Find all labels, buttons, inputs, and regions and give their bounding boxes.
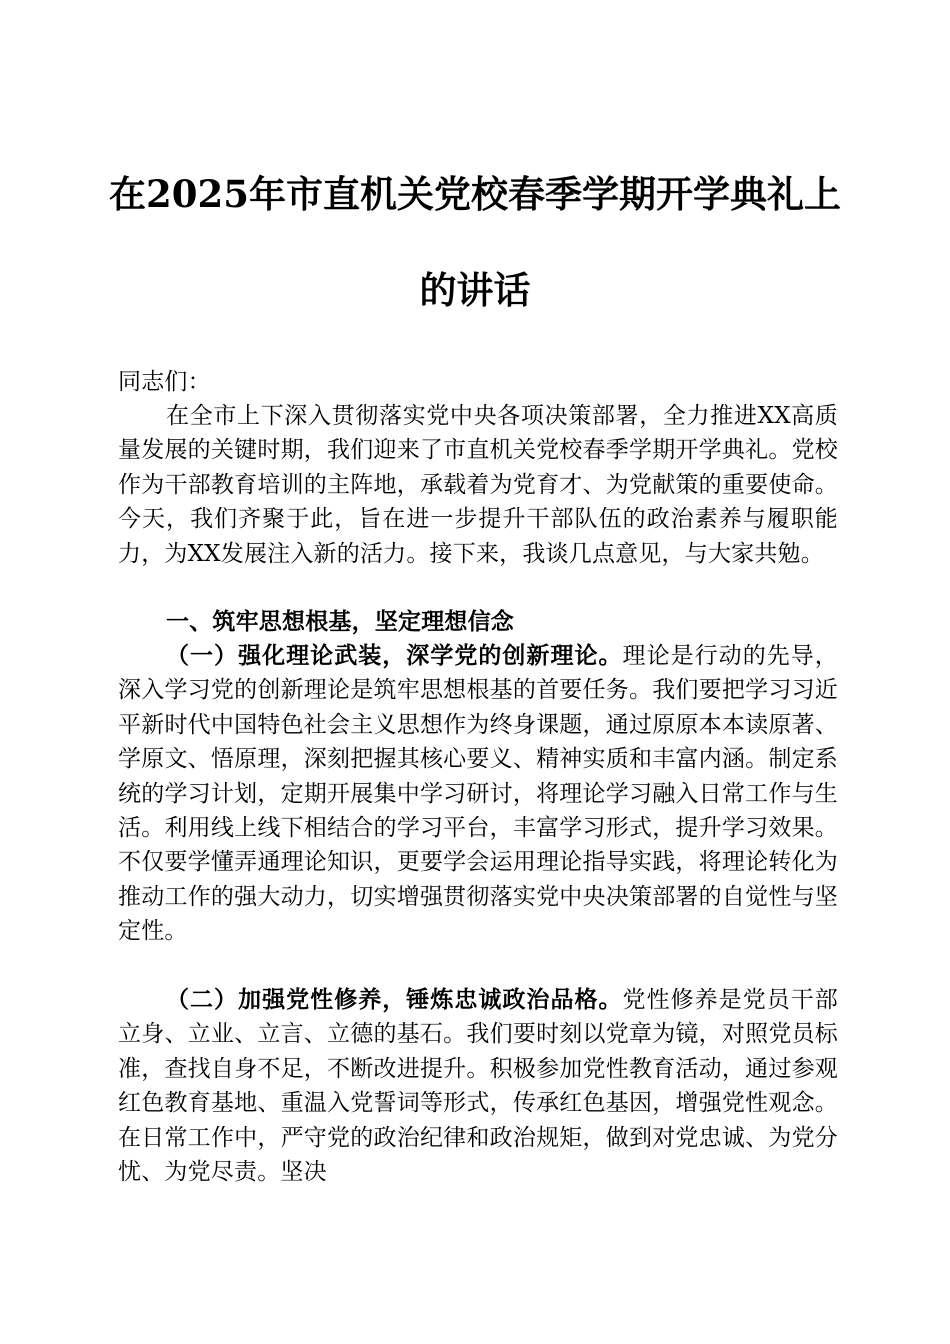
paragraph-2	[118, 983, 838, 1189]
paragraph-1-body: 理论是行动的先导，深入学习党的创新理论是筑牢思想根基的首要任务。我们要把学习习近平新时代中国特色社会主义思想作为终身课题，通过原原本本读原著、学原文、悟原理，深刻把握其核心要义、精神实质和丰富内涵。制定系统的学习计划，定期开展集中学习研讨，将理论学习融入日常工作与生活。利用线上线下相结合的学习平台，丰富学习形式，提升学习效果。不仅要学懂弄通理论知识，更要学会运用理论指导实践，将理论转化为推动工作的强大动力，切实增强贯彻落实党中央决策部署的自觉性与坚定性。	[118, 643, 838, 945]
document-title-line-1: 在2025年市直机关党校春季学期开学典礼上	[109, 172, 841, 216]
salutation: 同志们：	[118, 369, 211, 395]
paragraph-2-lead: （二）加强党性修养，锤炼忠诚政治品格。	[166, 986, 623, 1013]
paragraph-1	[118, 639, 838, 949]
paragraph-1-lead: （一）强化理论武装，深学党的创新理论。	[166, 642, 623, 669]
paragraph-2-body: 党性修养是党员干部立身、立业、立言、立德的基石。我们要时刻以党章为镜，对照党员标准，查找自身不足，不断改进提升。积极参加党性教育活动，通过参观红色教育基地、重温入党誓词等形式，传承红色基因，增强党性观念。在日常工作中，严守党的政治纪律和政治规矩，做到对党忠诚、为党分忧、为党尽责。坚决	[118, 987, 838, 1186]
intro-paragraph: 在全市上下深入贯彻落实党中央各项决策部署，全力推进XX高质量发展的关键时期，我们迎来了市直机关党校春季学期开学典礼。党校作为干部教育培训的主阵地，承载着为党育才、为党献策的重要使命。今天，我们齐聚于此，旨在进一步提升干部队伍的政治素养与履职能力，为XX发展注入新的活力。接下来，我谈几点意见，与大家共勉。	[118, 403, 838, 567]
section-heading-1: 一、筑牢思想根基，坚定理想信念	[166, 609, 514, 635]
document-title-line-2: 的讲话	[419, 268, 531, 312]
